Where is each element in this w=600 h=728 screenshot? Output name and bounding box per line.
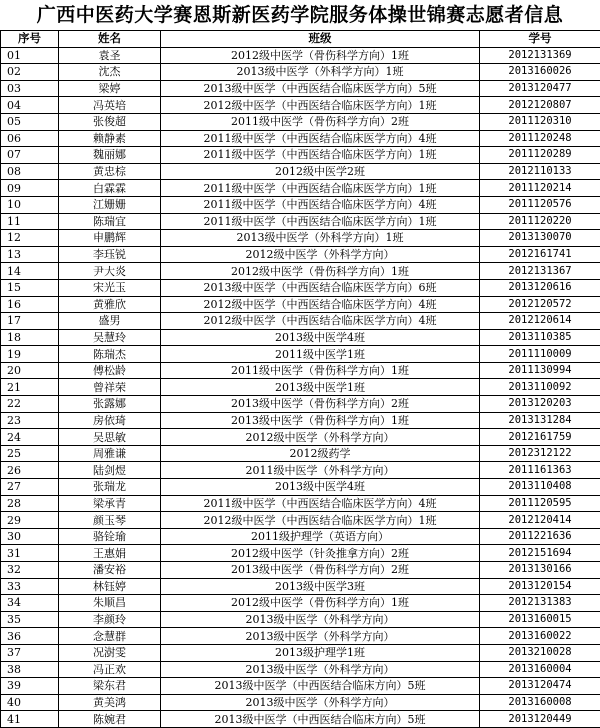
cell-student-id: 2013160022 (480, 628, 600, 645)
cell-class: 2012级中医学（外科学方向） (161, 429, 480, 446)
cell-class: 2011级中医学1班 (161, 346, 480, 363)
cell-index: 16 (1, 296, 59, 313)
cell-index: 24 (1, 429, 59, 446)
cell-index: 27 (1, 479, 59, 496)
cell-name: 赖静素 (59, 130, 161, 147)
table-row (1, 113, 600, 130)
cell-name: 周雅谦 (59, 445, 161, 462)
cell-name: 况澍雯 (59, 644, 161, 661)
cell-class: 2012级中医学（骨伤科学方向）1班 (161, 595, 480, 612)
table-header-row (1, 31, 600, 48)
cell-student-id: 2013110385 (480, 329, 600, 346)
table-row (1, 279, 600, 296)
cell-name: 曾祥荣 (59, 379, 161, 396)
table-row (1, 47, 600, 64)
table-row (1, 329, 600, 346)
cell-name: 陈婉君 (59, 711, 161, 728)
cell-index: 35 (1, 611, 59, 628)
cell-index: 19 (1, 346, 59, 363)
cell-student-id: 2012151694 (480, 545, 600, 562)
cell-student-id: 2013160004 (480, 661, 600, 678)
cell-index: 11 (1, 213, 59, 230)
cell-name: 冯正欢 (59, 661, 161, 678)
cell-name: 张露娜 (59, 396, 161, 413)
cell-class: 2011级中医学（骨伤科学方向）2班 (161, 113, 480, 130)
table-row (1, 213, 600, 230)
table-row (1, 678, 600, 695)
page-title: 广西中医药大学赛恩斯新医药学院服务体操世锦赛志愿者信息 (0, 0, 600, 30)
cell-student-id: 2011120248 (480, 130, 600, 147)
cell-index: 06 (1, 130, 59, 147)
cell-class: 2013级中医学（骨伤科学方向）2班 (161, 562, 480, 579)
cell-student-id: 2013131284 (480, 412, 600, 429)
cell-index: 36 (1, 628, 59, 645)
cell-index: 03 (1, 80, 59, 97)
cell-class: 2012级中医学2班 (161, 163, 480, 180)
cell-student-id: 2011120576 (480, 196, 600, 213)
cell-index: 41 (1, 711, 59, 728)
cell-index: 13 (1, 246, 59, 263)
cell-class: 2012级中医学（骨伤科学方向）1班 (161, 263, 480, 280)
cell-index: 05 (1, 113, 59, 130)
table-row (1, 246, 600, 263)
cell-student-id: 2011161363 (480, 462, 600, 479)
cell-student-id: 2012110133 (480, 163, 600, 180)
cell-student-id: 2011120310 (480, 113, 600, 130)
header-name: 姓名 (59, 31, 161, 48)
cell-student-id: 2013120154 (480, 578, 600, 595)
cell-class: 2012级中医学（外科学方向） (161, 246, 480, 263)
cell-class: 2012级中医学（中西医结合临床医学方向）1班 (161, 512, 480, 529)
cell-index: 09 (1, 180, 59, 197)
cell-class: 2012级中医学（中西医结合临床医学方向）4班 (161, 296, 480, 313)
cell-class: 2013级护理学1班 (161, 644, 480, 661)
cell-student-id: 2012120414 (480, 512, 600, 529)
table-row (1, 661, 600, 678)
cell-name: 黄雅欣 (59, 296, 161, 313)
cell-student-id: 2012312122 (480, 445, 600, 462)
cell-name: 冯英培 (59, 97, 161, 114)
cell-name: 傅松龄 (59, 362, 161, 379)
cell-class: 2011级中医学（中西医结合临床医学方向）1班 (161, 147, 480, 164)
table-row (1, 230, 600, 247)
cell-name: 朱顺昌 (59, 595, 161, 612)
table-row (1, 429, 600, 446)
cell-index: 21 (1, 379, 59, 396)
cell-index: 15 (1, 279, 59, 296)
cell-index: 12 (1, 230, 59, 247)
table-row (1, 445, 600, 462)
cell-index: 26 (1, 462, 59, 479)
cell-name: 黄美鸿 (59, 694, 161, 711)
cell-class: 2013级中医学（外科学方向） (161, 694, 480, 711)
cell-class: 2011级中医学（中西医结合临床医学方向）1班 (161, 213, 480, 230)
cell-name: 梁东君 (59, 678, 161, 695)
cell-student-id: 2012161741 (480, 246, 600, 263)
table-row (1, 180, 600, 197)
cell-student-id: 2011120214 (480, 180, 600, 197)
cell-name: 魏丽娜 (59, 147, 161, 164)
table-row (1, 462, 600, 479)
cell-class: 2013级中医学（骨伤科学方向）2班 (161, 396, 480, 413)
cell-index: 01 (1, 47, 59, 64)
table-row (1, 196, 600, 213)
cell-student-id: 2011221636 (480, 528, 600, 545)
cell-class: 2013级中医学（中西医结合临床医学方向）6班 (161, 279, 480, 296)
cell-student-id: 2011110009 (480, 346, 600, 363)
cell-name: 沈杰 (59, 64, 161, 81)
cell-student-id: 2012161759 (480, 429, 600, 446)
cell-name: 江姗姗 (59, 196, 161, 213)
cell-index: 29 (1, 512, 59, 529)
cell-index: 34 (1, 595, 59, 612)
cell-name: 房依琦 (59, 412, 161, 429)
table-row (1, 163, 600, 180)
table-row (1, 64, 600, 81)
cell-class: 2013级中医学（外科学方向）1班 (161, 64, 480, 81)
cell-name: 吴慧玲 (59, 329, 161, 346)
cell-index: 38 (1, 661, 59, 678)
cell-index: 40 (1, 694, 59, 711)
cell-student-id: 2012120572 (480, 296, 600, 313)
cell-class: 2011级中医学（中西医结合临床医学方向）4班 (161, 495, 480, 512)
cell-class: 2013级中医学3班 (161, 578, 480, 595)
cell-student-id: 2013120616 (480, 279, 600, 296)
cell-index: 20 (1, 362, 59, 379)
cell-index: 07 (1, 147, 59, 164)
table-row (1, 97, 600, 114)
cell-class: 2013级中医学（中西医结合临床方向）5班 (161, 711, 480, 728)
cell-class: 2013级中医学1班 (161, 379, 480, 396)
cell-name: 梁婷 (59, 80, 161, 97)
cell-name: 陈瑞宜 (59, 213, 161, 230)
cell-student-id: 2013110092 (480, 379, 600, 396)
cell-student-id: 2013160015 (480, 611, 600, 628)
table-row (1, 578, 600, 595)
cell-student-id: 2013130166 (480, 562, 600, 579)
cell-student-id: 2011130994 (480, 362, 600, 379)
cell-student-id: 2012120614 (480, 313, 600, 330)
table-row (1, 595, 600, 612)
cell-index: 04 (1, 97, 59, 114)
cell-student-id: 2012131383 (480, 595, 600, 612)
cell-class: 2013级中医学（外科学方向） (161, 611, 480, 628)
cell-student-id: 2011120220 (480, 213, 600, 230)
cell-name: 梁承青 (59, 495, 161, 512)
cell-class: 2013级中医学（外科学方向）1班 (161, 230, 480, 247)
table-row (1, 694, 600, 711)
table-row (1, 644, 600, 661)
cell-name: 盛男 (59, 313, 161, 330)
cell-name: 袁圣 (59, 47, 161, 64)
cell-index: 37 (1, 644, 59, 661)
table-row (1, 495, 600, 512)
cell-class: 2011级中医学（中西医结合临床医学方向）1班 (161, 180, 480, 197)
cell-class: 2011级中医学（骨伤科学方向）1班 (161, 362, 480, 379)
table-row (1, 412, 600, 429)
cell-index: 14 (1, 263, 59, 280)
cell-index: 30 (1, 528, 59, 545)
cell-index: 23 (1, 412, 59, 429)
table-row (1, 545, 600, 562)
cell-class: 2012级中医学（中西医结合临床医学方向）4班 (161, 313, 480, 330)
volunteer-table (0, 30, 600, 728)
cell-class: 2013级中医学（中西医结合临床医学方向）5班 (161, 80, 480, 97)
table-row (1, 628, 600, 645)
cell-student-id: 2012131367 (480, 263, 600, 280)
table-row (1, 711, 600, 728)
cell-student-id: 2012120807 (480, 97, 600, 114)
cell-student-id: 2013120449 (480, 711, 600, 728)
table-row (1, 379, 600, 396)
table-row (1, 362, 600, 379)
cell-student-id: 2013130070 (480, 230, 600, 247)
cell-name: 陆剑煜 (59, 462, 161, 479)
cell-index: 08 (1, 163, 59, 180)
cell-class: 2012级中医学（针灸推拿方向）2班 (161, 545, 480, 562)
table-row (1, 479, 600, 496)
cell-index: 22 (1, 396, 59, 413)
cell-class: 2013级中医学（骨伤科学方向）1班 (161, 412, 480, 429)
table-row (1, 396, 600, 413)
table-row (1, 147, 600, 164)
cell-class: 2013级中医学4班 (161, 479, 480, 496)
cell-name: 宋光玉 (59, 279, 161, 296)
cell-student-id: 2012131369 (480, 47, 600, 64)
cell-class: 2012级药学 (161, 445, 480, 462)
table-row (1, 346, 600, 363)
cell-student-id: 2013210028 (480, 644, 600, 661)
header-student-id: 学号 (480, 31, 600, 48)
table-row (1, 263, 600, 280)
cell-student-id: 2013160008 (480, 694, 600, 711)
cell-name: 张俊超 (59, 113, 161, 130)
header-class: 班级 (161, 31, 480, 48)
cell-class: 2011级中医学（外科学方向） (161, 462, 480, 479)
cell-index: 18 (1, 329, 59, 346)
cell-name: 尹大炎 (59, 263, 161, 280)
cell-class: 2011级中医学（中西医结合临床医学方向）4班 (161, 130, 480, 147)
cell-student-id: 2013120474 (480, 678, 600, 695)
cell-name: 吴思敏 (59, 429, 161, 446)
cell-class: 2013级中医学（外科学方向） (161, 628, 480, 645)
cell-name: 陈瑞杰 (59, 346, 161, 363)
cell-index: 10 (1, 196, 59, 213)
cell-class: 2012级中医学（中西医结合临床医学方向）1班 (161, 97, 480, 114)
cell-index: 28 (1, 495, 59, 512)
cell-class: 2012级中医学（骨伤科学方向）1班 (161, 47, 480, 64)
table-row (1, 562, 600, 579)
cell-name: 白霖霖 (59, 180, 161, 197)
cell-name: 李珏锐 (59, 246, 161, 263)
table-row (1, 130, 600, 147)
cell-name: 黄忠棕 (59, 163, 161, 180)
table-row (1, 80, 600, 97)
cell-index: 32 (1, 562, 59, 579)
cell-student-id: 2013120477 (480, 80, 600, 97)
cell-index: 33 (1, 578, 59, 595)
cell-student-id: 2011120289 (480, 147, 600, 164)
cell-name: 申鹏辉 (59, 230, 161, 247)
table-row (1, 313, 600, 330)
cell-name: 骆铨瑜 (59, 528, 161, 545)
table-row (1, 512, 600, 529)
table-row (1, 528, 600, 545)
cell-index: 02 (1, 64, 59, 81)
cell-student-id: 2013160026 (480, 64, 600, 81)
cell-index: 25 (1, 445, 59, 462)
cell-class: 2011级中医学（中西医结合临床医学方向）4班 (161, 196, 480, 213)
cell-student-id: 2013120203 (480, 396, 600, 413)
cell-name: 林钰婷 (59, 578, 161, 595)
cell-class: 2013级中医学4班 (161, 329, 480, 346)
cell-name: 张瑞龙 (59, 479, 161, 496)
header-index: 序号 (1, 31, 59, 48)
cell-student-id: 2013110408 (480, 479, 600, 496)
cell-name: 念慧群 (59, 628, 161, 645)
cell-name: 李颜玲 (59, 611, 161, 628)
cell-name: 潘安裕 (59, 562, 161, 579)
cell-index: 39 (1, 678, 59, 695)
cell-class: 2013级中医学（中西医结合临床方向）5班 (161, 678, 480, 695)
cell-name: 颜玉琴 (59, 512, 161, 529)
table-row (1, 611, 600, 628)
table-row (1, 296, 600, 313)
cell-class: 2011级护理学（英语方向） (161, 528, 480, 545)
cell-index: 31 (1, 545, 59, 562)
cell-index: 17 (1, 313, 59, 330)
cell-name: 王惠娟 (59, 545, 161, 562)
cell-student-id: 2011120595 (480, 495, 600, 512)
cell-class: 2013级中医学（外科学方向） (161, 661, 480, 678)
